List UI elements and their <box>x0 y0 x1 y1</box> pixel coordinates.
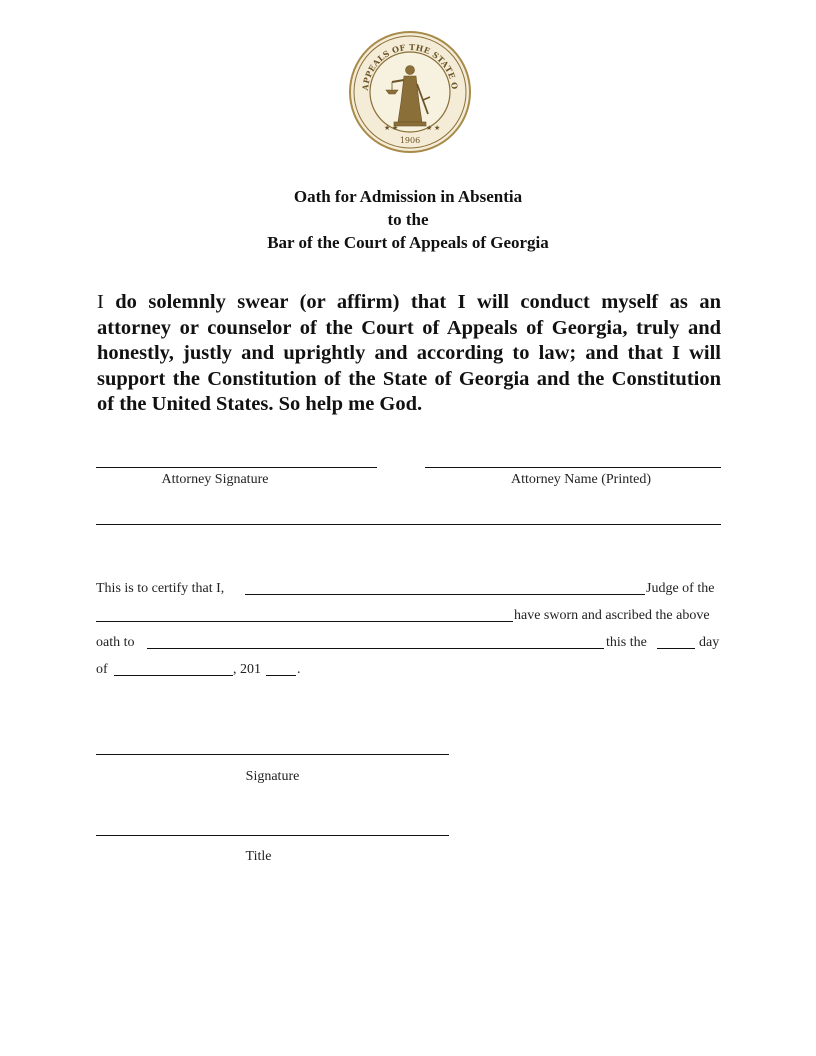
document-heading <box>0 185 816 254</box>
judge-signature-line[interactable] <box>96 754 449 755</box>
cert-line-1-suffix: Judge of the <box>646 581 715 596</box>
attorney-oath-field[interactable] <box>147 648 604 649</box>
court-seal <box>348 30 472 154</box>
judge-name-field[interactable] <box>245 594 645 595</box>
cert-line-4-mid: , 201 <box>233 662 261 677</box>
cert-line-3-mid: this the <box>606 635 647 650</box>
cert-line-1-prefix: This is to certify that I, <box>96 581 225 596</box>
seal-ring-text: APPEALS OF THE STATE O <box>359 41 461 91</box>
cert-line-1 <box>96 581 224 597</box>
seal-year: 1906 <box>399 136 421 145</box>
court-name-field[interactable] <box>96 621 513 622</box>
cert-line-3-suffix: day <box>699 635 720 650</box>
attorney-name-line[interactable] <box>425 467 721 468</box>
cert-line-4-suffix: . <box>297 662 301 677</box>
heading-line-1: Oath for Admission in Absentia <box>293 187 523 206</box>
attorney-name-label: Attorney Name (Printed) <box>511 472 651 487</box>
svg-text:★ ★: ★ ★ <box>426 124 441 132</box>
oath-paragraph <box>97 290 721 418</box>
attorney-signature-line[interactable] <box>96 467 377 468</box>
section-divider <box>96 524 721 525</box>
day-field[interactable] <box>657 648 695 649</box>
attorney-signature-label: Attorney Signature <box>161 472 269 487</box>
judge-title-label: Title <box>245 849 272 864</box>
heading-line-3: Bar of the Court of Appeals of Georgia <box>267 233 549 252</box>
oath-first-word: I <box>97 291 104 313</box>
judge-signature-label: Signature <box>245 769 300 784</box>
oath-body: do solemnly swear (or affirm) that I will conduct myself as an attorney or counselor of the Court of Appeals of Georgia, truly and honestly, justly and uprightly and according to law; and that I will support the Constitution of the State of Georgia and the Constitution of the United States. So help me God. <box>97 291 721 416</box>
cert-line-2-suffix: have sworn and ascribed the above <box>514 608 710 623</box>
seal-graphic <box>348 30 472 154</box>
year-field[interactable] <box>266 675 296 676</box>
cert-line-4-prefix: of <box>96 662 108 677</box>
cert-line-3-prefix: oath to <box>96 635 135 650</box>
judge-title-line[interactable] <box>96 835 449 836</box>
month-field[interactable] <box>114 675 233 676</box>
heading-line-2: to the <box>387 210 429 229</box>
svg-text:★ ★: ★ ★ <box>384 124 399 132</box>
